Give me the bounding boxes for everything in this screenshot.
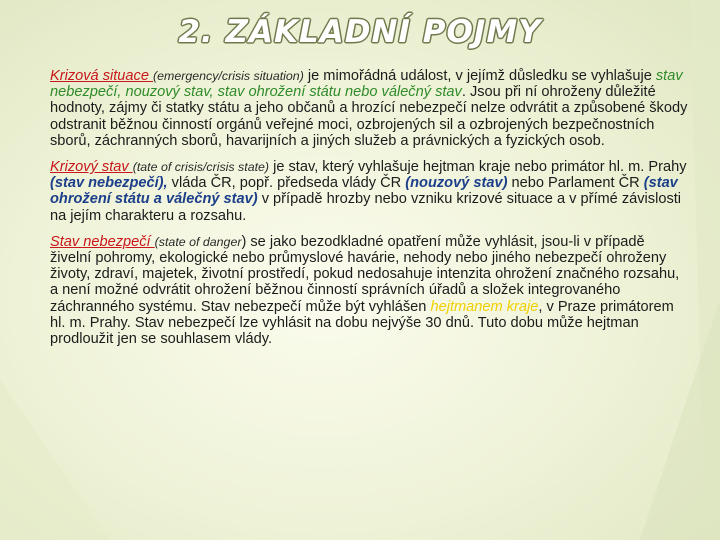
paragraph-krizova-situace: [50, 68, 690, 149]
term-krizova-situace: Krizová situace: [50, 68, 154, 84]
paragraph-krizovy-stav: [50, 159, 690, 224]
highlight-blue: (nouzový stav): [405, 175, 508, 192]
highlight-blue: (stav nebezpečí),: [50, 175, 168, 192]
term-translation: (state of danger: [154, 234, 242, 249]
paragraph-text: je stav, který vyhlašuje hejtman kraje nebo primátor hl. m. Prahy: [269, 159, 687, 176]
highlight-green: stav nebezpečí, nouzový stav, stav ohrožení státu nebo válečný stav: [50, 68, 683, 101]
paragraph-text: v případě hrozby nebo vzniku krizové situace a v přímé závislosti na jejím charakteru a rozsahu.: [50, 191, 682, 224]
paragraph-text: ) se jako bezodkladné opatření může vyhlásit, jsou-li v případě živelní pohromy, ekologické nebo průmyslové havárie, nehody nebo jiného nebezpečí ohroženy životy, zdraví, majetek, životní prostředí, pokud nedosahuje intenzita ohrožení značného rozsahu, a není možné odvrátit ohrožení běžnou činností správních úřadů a složek integrovaného záchranného systému. Stav nebezpečí může být vyhlášen: [50, 233, 680, 315]
term-translation: (tate of crisis/crisis state): [132, 160, 270, 175]
term-krizovy-stav: Krizový stav: [50, 159, 133, 176]
paragraph-text: , v Praze primátorem hl. m. Prahy. Stav nebezpečí lze vyhlásit na dobu nejvýše 30 dnů. Tuto dobu může hejtman prodloužit jen se souhlasem vlády.: [50, 298, 674, 348]
paragraph-text: nebo Parlament ČR: [507, 175, 644, 192]
term-translation: (emergency/crisis situation): [153, 69, 304, 83]
paragraph-text: je mimořádná událost, v jejímž důsledku se vyhlašuje: [303, 68, 656, 84]
paragraph-text: . Jsou při ní ohroženy důležité hodnoty, zájmy či statky státu a jeho občanů a hrozící nebezpečí nelze odvrátit a způsobené škody odstranit běžnou činností orgánů veřejné moci, ozbrojených sil a ozbrojených bezpečnostních sborů, záchranných sborů, havarijních a jiných služeb a právnických a fyzických osob.: [50, 84, 688, 149]
term-stav-nebezpeci: Stav nebezpečí: [50, 233, 155, 250]
highlight-blue: (stav ohrožení státu a válečný stav): [50, 175, 678, 208]
paragraph-stav-nebezpeci: [50, 234, 690, 347]
highlight-yellow: hejtmanem kraje: [430, 298, 539, 315]
page-title: 2. ZÁKLADNÍ POJMY: [178, 14, 542, 50]
paragraph-text: vláda ČR, popř. předseda vlády ČR: [167, 175, 406, 192]
slide-content: [50, 68, 690, 357]
